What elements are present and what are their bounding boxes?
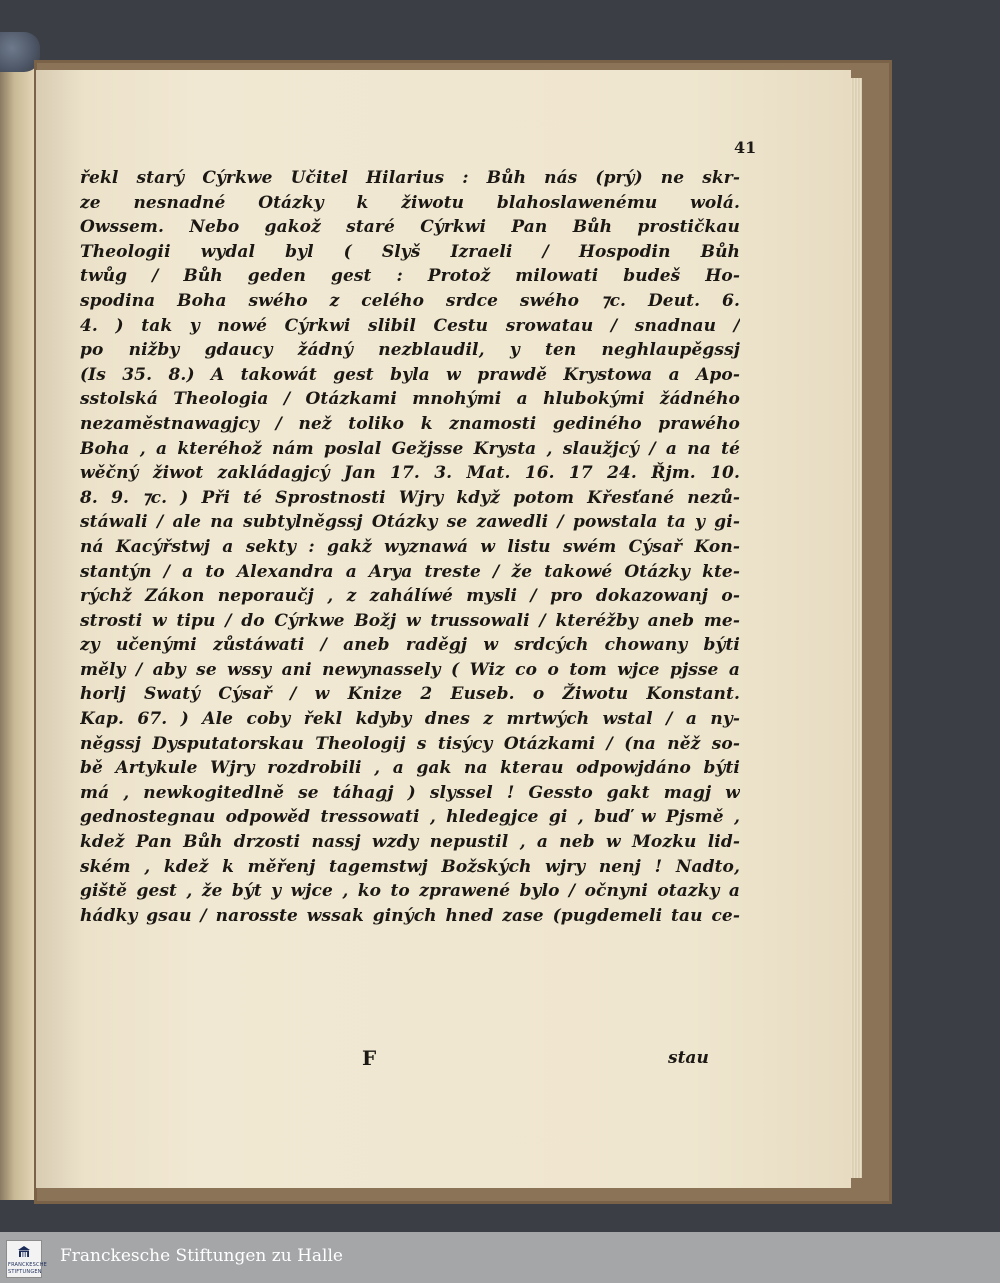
text-line: strosti w tipu / do Cýrkwe Božj w trussowali / kteréžby aneb me- xyxy=(80,610,740,631)
text-line: nezaměstnawagjcy / než toliko k znamosti gediného prawého xyxy=(80,413,740,434)
text-line: ze nesnadné Otázky k žiwotu blahoslawenému wolá. xyxy=(80,192,740,213)
text-line: spodina Boha swého z celého srdce swého ⁊c. Deut. 6. xyxy=(80,290,740,311)
text-line: Kap. 67. ) Ale coby řekl kdyby dnes z mrtwých wstal / a ny- xyxy=(80,709,740,730)
text-line: 4. ) tak y nowé Cýrkwi slibil Cestu srowatau / snadnau / xyxy=(80,315,740,336)
book-page xyxy=(36,70,851,1188)
catchword: stau xyxy=(668,1048,709,1068)
text-line: hádky gsau / narosste wssak giných hned zase (pugdemeli tau ce- xyxy=(80,905,740,926)
text-line: ná Kacýřstwj a sekty : gakž wyznawá w listu swém Cýsař Kon- xyxy=(80,536,740,557)
text-line: bě Artykule Wjry rozdrobili , a gak na kterau odpowjdáno býti xyxy=(80,758,740,779)
text-line: twůg / Bůh geden gest : Protož milowati budeš Ho- xyxy=(80,266,740,287)
footer-bar xyxy=(0,1232,1000,1283)
text-line: sstolská Theologia / Otázkami mnohými a hlubokými žádného xyxy=(80,389,740,410)
text-line: Boha , a kteréhož nám poslal Gežjsse Krysta , slaužjcý / a na té xyxy=(80,438,740,459)
logo-text-line-2: STIFTUNGEN xyxy=(8,1269,42,1275)
text-line: po nižby gdaucy žádný nezblaudil, y ten neghlaupěgssj xyxy=(80,340,740,361)
text-line: zy učenými zůstáwati / aneb raděgj w srdcých chowany býti xyxy=(80,635,740,656)
text-line: má , newkogitedlně se táhagj ) slyssel ! Gessto gakt magj w xyxy=(80,782,740,803)
text-line: Owssem. Nebo gakož staré Cýrkwi Pan Bůh prostičkau xyxy=(80,217,740,238)
text-line: něgssj Dysputatorskau Theologij s tisýcy Otázkami / (na něž so- xyxy=(80,733,740,754)
text-line: (Is 35. 8.) A takowát gest byla w prawdě Krystowa a Apo- xyxy=(80,364,740,385)
institution-name: Franckesche Stiftungen zu Halle xyxy=(60,1246,343,1266)
page-text-block xyxy=(80,166,740,928)
text-line: gednostegnau odpowěd tressowati , hledegjce gi , buď w Pjsmě , xyxy=(80,807,740,828)
text-line: 8. 9. ⁊c. ) Při té Sprostnosti Wjry když potom Křesťané nezů- xyxy=(80,487,740,508)
text-line: Theologii wydal byl ( Slyš Izraeli / Hospodin Bůh xyxy=(80,241,740,262)
text-line: měly / aby se wssy ani newynassely ( Wiz co o tom wjce pjsse a xyxy=(80,659,740,680)
logo-text-line-1: FRANCKESCHE xyxy=(8,1262,48,1268)
signature-mark: F xyxy=(362,1046,377,1070)
text-line: stantýn / a to Alexandra a Arya treste / že takowé Otázky kte- xyxy=(80,561,740,582)
text-line: wěčný žiwot zakládagjcý Jan 17. 3. Mat. 16. 17 24. Řjm. 10. xyxy=(80,463,740,484)
text-line: kdež Pan Bůh drzosti nassj wzdy nepustil , a neb w Mozku lid- xyxy=(80,832,740,853)
institution-logo[interactable] xyxy=(6,1240,48,1278)
building-icon xyxy=(17,1245,31,1259)
text-line: horlj Swatý Cýsař / w Knize 2 Euseb. o Žiwotu Konstant. xyxy=(80,684,740,705)
left-page-edge xyxy=(0,40,36,1200)
text-line: řekl starý Cýrkwe Učitel Hilarius : Bůh nás (prý) ne skr- xyxy=(80,168,740,188)
page-number: 41 xyxy=(734,138,757,157)
text-line: rýchž Zákon neporaučj , z zahálíwé mysli / pro dokazowanj o- xyxy=(80,586,740,607)
text-line: stáwali / ale na subtylněgssj Otázky se zawedli / powstala ta y gi- xyxy=(80,512,740,533)
text-line: giště gest , že být y wjce , ko to zprawené bylo / očnyni otazky a xyxy=(80,881,740,902)
text-line: ském , kdež k měřenj tagemstwj Božských wjry nenj ! Nadto, xyxy=(80,856,740,877)
